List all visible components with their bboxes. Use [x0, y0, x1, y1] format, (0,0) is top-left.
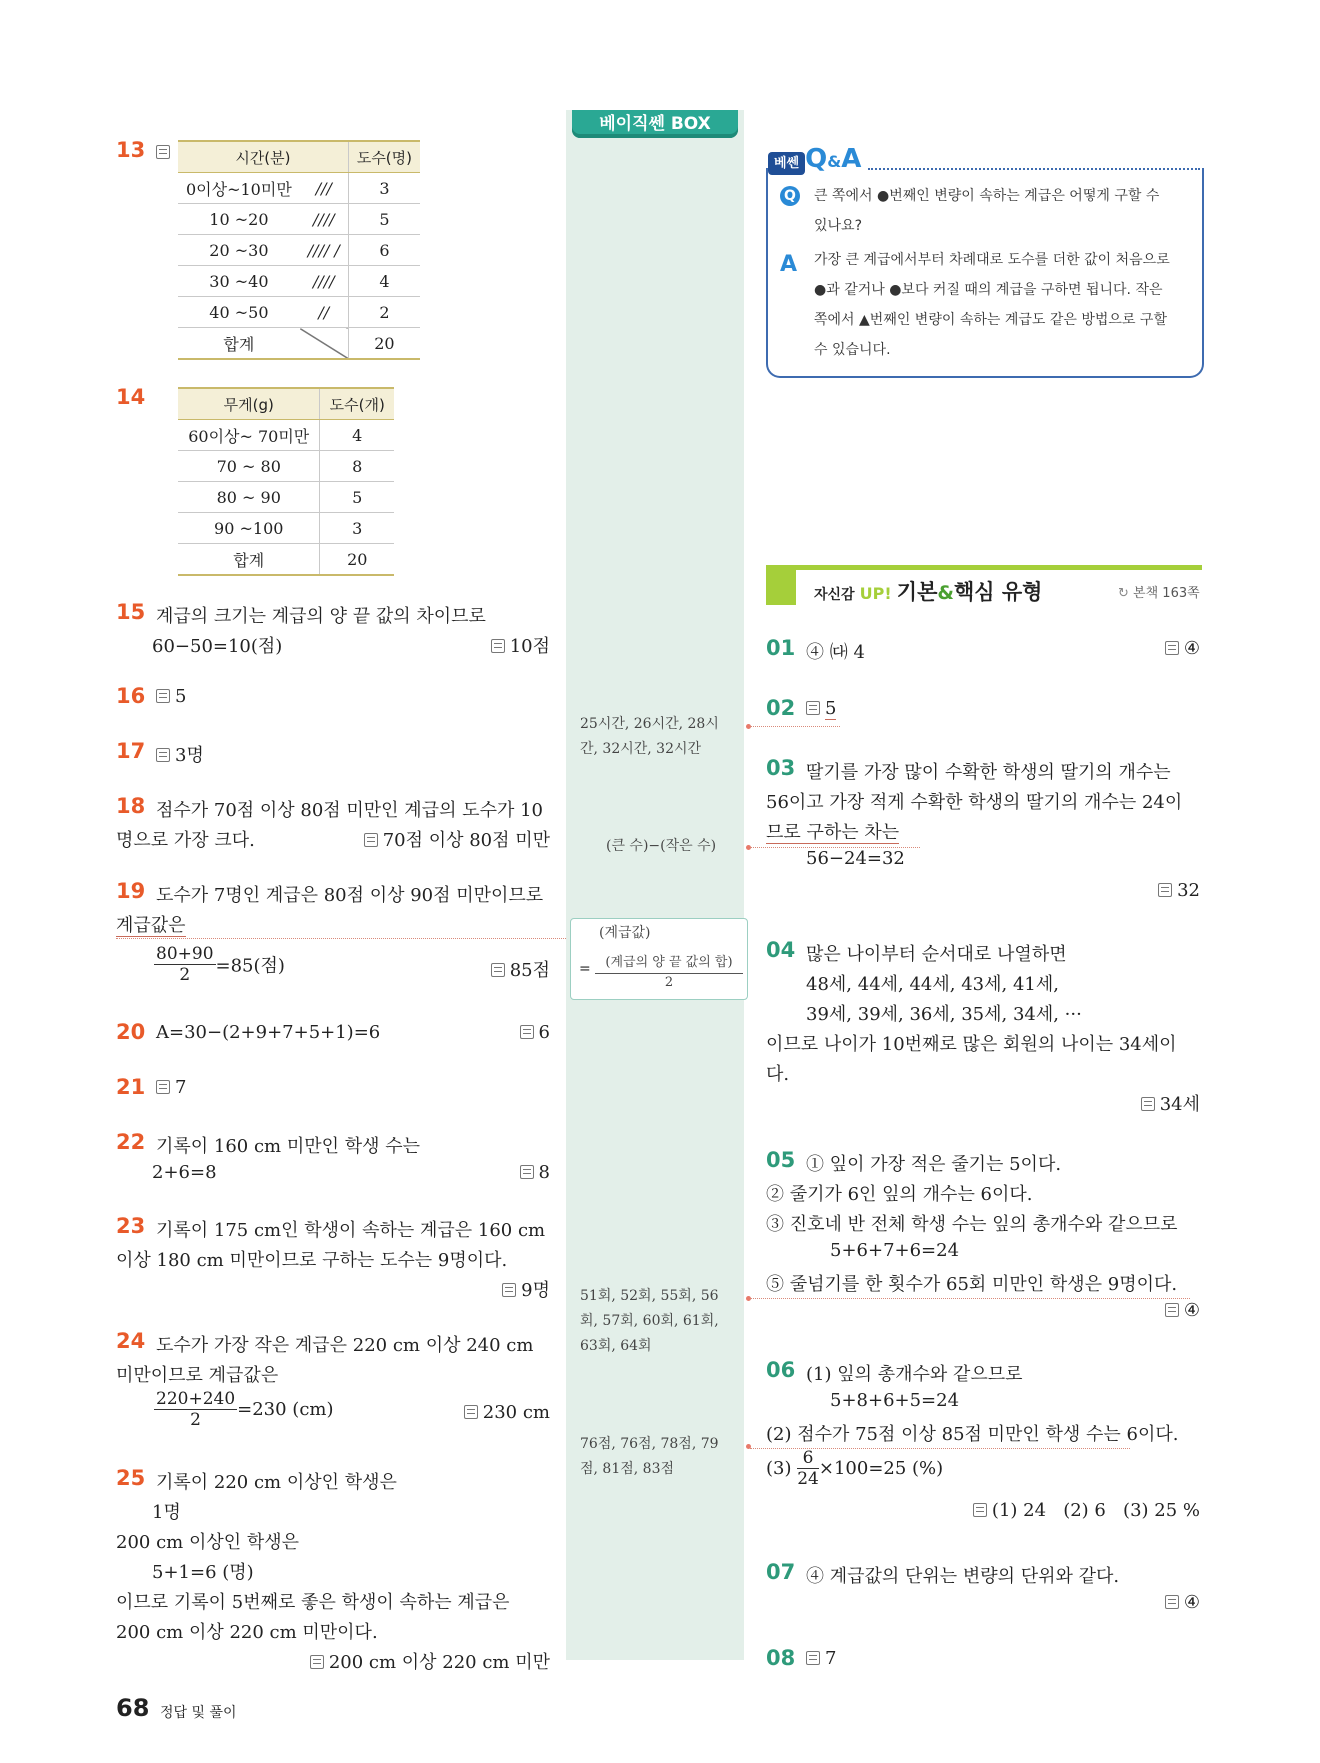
q15-text: 계급의 크기는 계급의 양 끝 값의 차이므로 [156, 606, 486, 627]
question-icon: Q [780, 186, 800, 206]
total-value: 20 [348, 328, 420, 360]
r04-text: 많은 나이부터 순서대로 나열하면 [806, 944, 1067, 965]
q19-text: 도수가 7명인 계급은 80점 이상 90점 미만이므로 [156, 885, 544, 906]
frequency: 4 [320, 420, 394, 451]
frequency: 3 [320, 513, 394, 544]
total-value: 20 [320, 544, 394, 576]
q25-number: 25 [116, 1466, 146, 1490]
q18-text: 점수가 70점 이상 80점 미만인 계급의 도수가 10 [156, 800, 543, 821]
col-header: 도수(명) [348, 141, 420, 173]
q23-number: 23 [116, 1214, 146, 1238]
q24-text-2: 미만이므로 계급값은 [116, 1365, 279, 1386]
col-header: 도수(개) [320, 388, 394, 420]
q15-number: 15 [116, 600, 146, 624]
page-number: 68 [116, 1694, 150, 1722]
frequency: 5 [348, 204, 420, 235]
q25-text-5: 이므로 기록이 5번째로 좋은 학생이 속하는 계급은 [116, 1592, 510, 1613]
page-reference: ↻ 본책 163쪽 [1118, 586, 1200, 601]
frequency: 2 [348, 297, 420, 328]
q19-formula: $\frac{80+90}{2}$ =85(점) [156, 944, 285, 985]
r01-text: ④ ㈐ 4 [806, 642, 865, 663]
q24-formula: $\frac{220+240}{2}$ =230 (cm) [156, 1389, 334, 1430]
r05-text-2: ② 줄기가 6인 잎의 개수는 6이다. [766, 1184, 1033, 1205]
r01-answer: ④ [1165, 638, 1200, 659]
r07-answer: ④ [1165, 1592, 1200, 1613]
answer-icon [491, 639, 505, 653]
side-note-2: (큰 수)−(작은 수) [606, 838, 717, 854]
answer-icon [156, 145, 170, 159]
q13-number: 13 [116, 138, 146, 162]
q22-text: 기록이 160 cm 미만인 학생 수는 [156, 1136, 420, 1157]
class-range: 0이상~10미만 [178, 173, 300, 204]
r02-answer: 5 [806, 698, 836, 719]
q22-number: 22 [116, 1130, 146, 1154]
answer-icon [1141, 1097, 1155, 1111]
leader-line [116, 938, 566, 939]
col-header: 무게(g) [178, 388, 320, 420]
r04-answer: 34세 [1141, 1090, 1200, 1116]
q17-answer: 3명 [156, 741, 204, 767]
q25-text-2: 1명 [152, 1502, 181, 1523]
r05-text-5: ⑤ 줄넘기를 한 횟수가 65회 미만인 학생은 9명이다. [766, 1274, 1178, 1295]
q15-answer: 10점 [491, 632, 550, 658]
tally: //// [300, 266, 349, 297]
q18-answer: 70점 이상 80점 미만 [364, 826, 550, 852]
total-label: 합계 [178, 544, 320, 576]
r05-text: ① 잎이 가장 적은 줄기는 5이다. [806, 1154, 1062, 1175]
q22-answer: 8 [520, 1162, 550, 1183]
q25-text-3: 200 cm 이상인 학생은 [116, 1532, 299, 1553]
q16-number: 16 [116, 684, 146, 708]
r07-text: ④ 계급값의 단위는 변량의 단위와 같다. [806, 1566, 1120, 1587]
r06-text-3: (2) 점수가 75점 이상 85점 미만인 학생 수는 6이다. [766, 1424, 1179, 1445]
answer-icon [464, 1405, 478, 1419]
r04-text-4: 이므로 나이가 10번째로 많은 회원의 나이는 34세이 [766, 1034, 1177, 1055]
r08-answer: 7 [806, 1648, 836, 1669]
q13-frequency-table [178, 140, 420, 360]
r03-number: 03 [766, 756, 796, 780]
q22-formula: 2+6=8 [152, 1162, 217, 1183]
side-note-3: (계급값) = (계급의 양 끝 값의 합) 2 [570, 918, 748, 1000]
answer-letter-icon: A [780, 252, 798, 277]
answer-icon [156, 748, 170, 762]
r03-formula: 56−24=32 [806, 848, 905, 869]
r03-answer: 32 [1158, 880, 1200, 901]
answer-icon [806, 1651, 820, 1665]
r05-text-3: ③ 진호네 반 전체 학생 수는 잎의 총개수와 같으므로 [766, 1214, 1178, 1235]
q25-formula: 5+1=6 (명) [152, 1562, 254, 1583]
qa-answer: 가장 큰 계급에서부터 차례대로 도수를 더한 값이 처음으로 ●과 같거나 ●보다 커질 때의 계급을 구하면 됩니다. 작은 쪽에서 ▲번째인 변량이 속하는 계급도 같은 방법으로 구할 수 있습니다. [814, 252, 1170, 358]
answer-icon [156, 1080, 170, 1094]
answer-icon [502, 1283, 516, 1297]
answer-icon [156, 689, 170, 703]
r03-text-3: 므로 구하는 차는 [766, 822, 900, 843]
r06-text: (1) 잎의 총개수와 같으므로 [806, 1364, 1023, 1385]
r04-text-2: 48세, 44세, 44세, 43세, 41세, [806, 974, 1059, 995]
footer-label: 정답 및 풀이 [160, 1705, 237, 1721]
answer-icon [806, 701, 820, 715]
q15-formula: 60−50=10(점) [152, 636, 283, 657]
basic-box-column [566, 110, 744, 1660]
qa-question: 큰 쪽에서 ●번째인 변량이 속하는 계급은 어떻게 구할 수 있나요? [814, 188, 1160, 234]
q24-text: 도수가 가장 작은 계급은 220 cm 이상 240 cm [156, 1335, 534, 1356]
answer-icon [1165, 1595, 1179, 1609]
class-range: 80 ~ 90 [178, 482, 320, 513]
r04-number: 04 [766, 938, 796, 962]
q23-text: 기록이 175 cm인 학생이 속하는 계급은 160 cm [156, 1220, 546, 1241]
q18-text-2: 명으로 가장 크다. [116, 830, 255, 851]
tally: /// [300, 173, 349, 204]
q20-answer: 6 [520, 1022, 550, 1043]
q14-frequency-table [178, 387, 394, 576]
r07-number: 07 [766, 1560, 796, 1584]
total-label: 합계 [178, 328, 300, 360]
r03-text-2: 56이고 가장 적게 수확한 학생의 딸기의 개수는 24이 [766, 792, 1183, 813]
answer-icon [973, 1503, 987, 1517]
q18-number: 18 [116, 794, 146, 818]
r06-formula: 5+8+6+5=24 [830, 1390, 960, 1411]
r06-answer: (1) 24 (2) 6 (3) 25 % [973, 1500, 1200, 1521]
frequency: 3 [348, 173, 420, 204]
refresh-icon: ↻ [1118, 586, 1129, 601]
answer-icon [1165, 1303, 1179, 1317]
qa-label: 베쎈 Q&A [768, 144, 861, 174]
answer-icon [310, 1655, 324, 1669]
q23-answer: 9명 [502, 1276, 550, 1302]
r05-number: 05 [766, 1148, 796, 1172]
tally: // [300, 297, 349, 328]
q25-answer: 200 cm 이상 220 cm 미만 [310, 1648, 550, 1674]
q21-answer: 7 [156, 1077, 186, 1098]
q23-text-2: 이상 180 cm 미만이므로 구하는 도수는 9명이다. [116, 1250, 508, 1271]
q24-number: 24 [116, 1329, 146, 1353]
answer-icon [520, 1165, 534, 1179]
answer-icon [520, 1025, 534, 1039]
frequency: 6 [348, 235, 420, 266]
section-title: 자신감 UP! 기본&핵심 유형 [814, 580, 1043, 604]
q21-number: 21 [116, 1075, 146, 1099]
tally: //// [300, 204, 349, 235]
frequency: 8 [320, 451, 394, 482]
answer-icon [364, 833, 378, 847]
col-header: 시간(분) [178, 141, 348, 173]
r04-text-3: 39세, 39세, 36세, 35세, 34세, ··· [806, 1004, 1082, 1025]
tally: //// / [300, 235, 349, 266]
box-title: 베이직쎈 BOX [572, 110, 738, 138]
frequency: 4 [348, 266, 420, 297]
side-note-1: 25시간, 26시간, 28시 간, 32시간, 32시간 [580, 716, 719, 757]
r06-formula-2: (3) $\frac{6}{24}$ ×100=25 (%) [766, 1448, 944, 1489]
q17-number: 17 [116, 739, 146, 763]
class-range: 10 ~20 [178, 204, 300, 235]
side-note-5: 76점, 76점, 78점, 79 점, 81점, 83점 [580, 1436, 719, 1477]
q25-text: 기록이 220 cm 이상인 학생은 [156, 1472, 397, 1493]
q16-answer: 5 [156, 686, 186, 707]
r02-number: 02 [766, 696, 796, 720]
r05-answer: ④ [1165, 1300, 1200, 1321]
class-range: 20 ~30 [178, 235, 300, 266]
class-range: 60이상~ 70미만 [178, 420, 320, 451]
q25-text-6: 200 cm 이상 220 cm 미만이다. [116, 1622, 378, 1643]
r06-number: 06 [766, 1358, 796, 1382]
frequency: 5 [320, 482, 394, 513]
r05-formula: 5+6+7+6=24 [830, 1240, 960, 1261]
r04-text-5: 다. [766, 1064, 790, 1085]
r03-text: 딸기를 가장 많이 수확한 학생의 딸기의 개수는 [806, 762, 1171, 783]
class-range: 90 ~100 [178, 513, 320, 544]
side-note-4: 51회, 52회, 55회, 56 회, 57회, 60회, 61회, 63회, 64회 [580, 1288, 719, 1354]
class-range: 70 ~ 80 [178, 451, 320, 482]
q14-number: 14 [116, 385, 146, 409]
answer-icon [1158, 883, 1172, 897]
q19-text-2: 계급값은 [116, 915, 186, 936]
q19-answer: 85점 [491, 956, 550, 982]
r01-number: 01 [766, 636, 796, 660]
class-range: 40 ~50 [178, 297, 300, 328]
q20-number: 20 [116, 1020, 146, 1044]
q19-number: 19 [116, 879, 146, 903]
r08-number: 08 [766, 1646, 796, 1670]
q20-formula: A=30−(2+9+7+5+1)=6 [156, 1022, 381, 1043]
answer-icon [1165, 641, 1179, 655]
q24-answer: 230 cm [464, 1402, 550, 1423]
class-range: 30 ~40 [178, 266, 300, 297]
answer-icon [491, 963, 505, 977]
